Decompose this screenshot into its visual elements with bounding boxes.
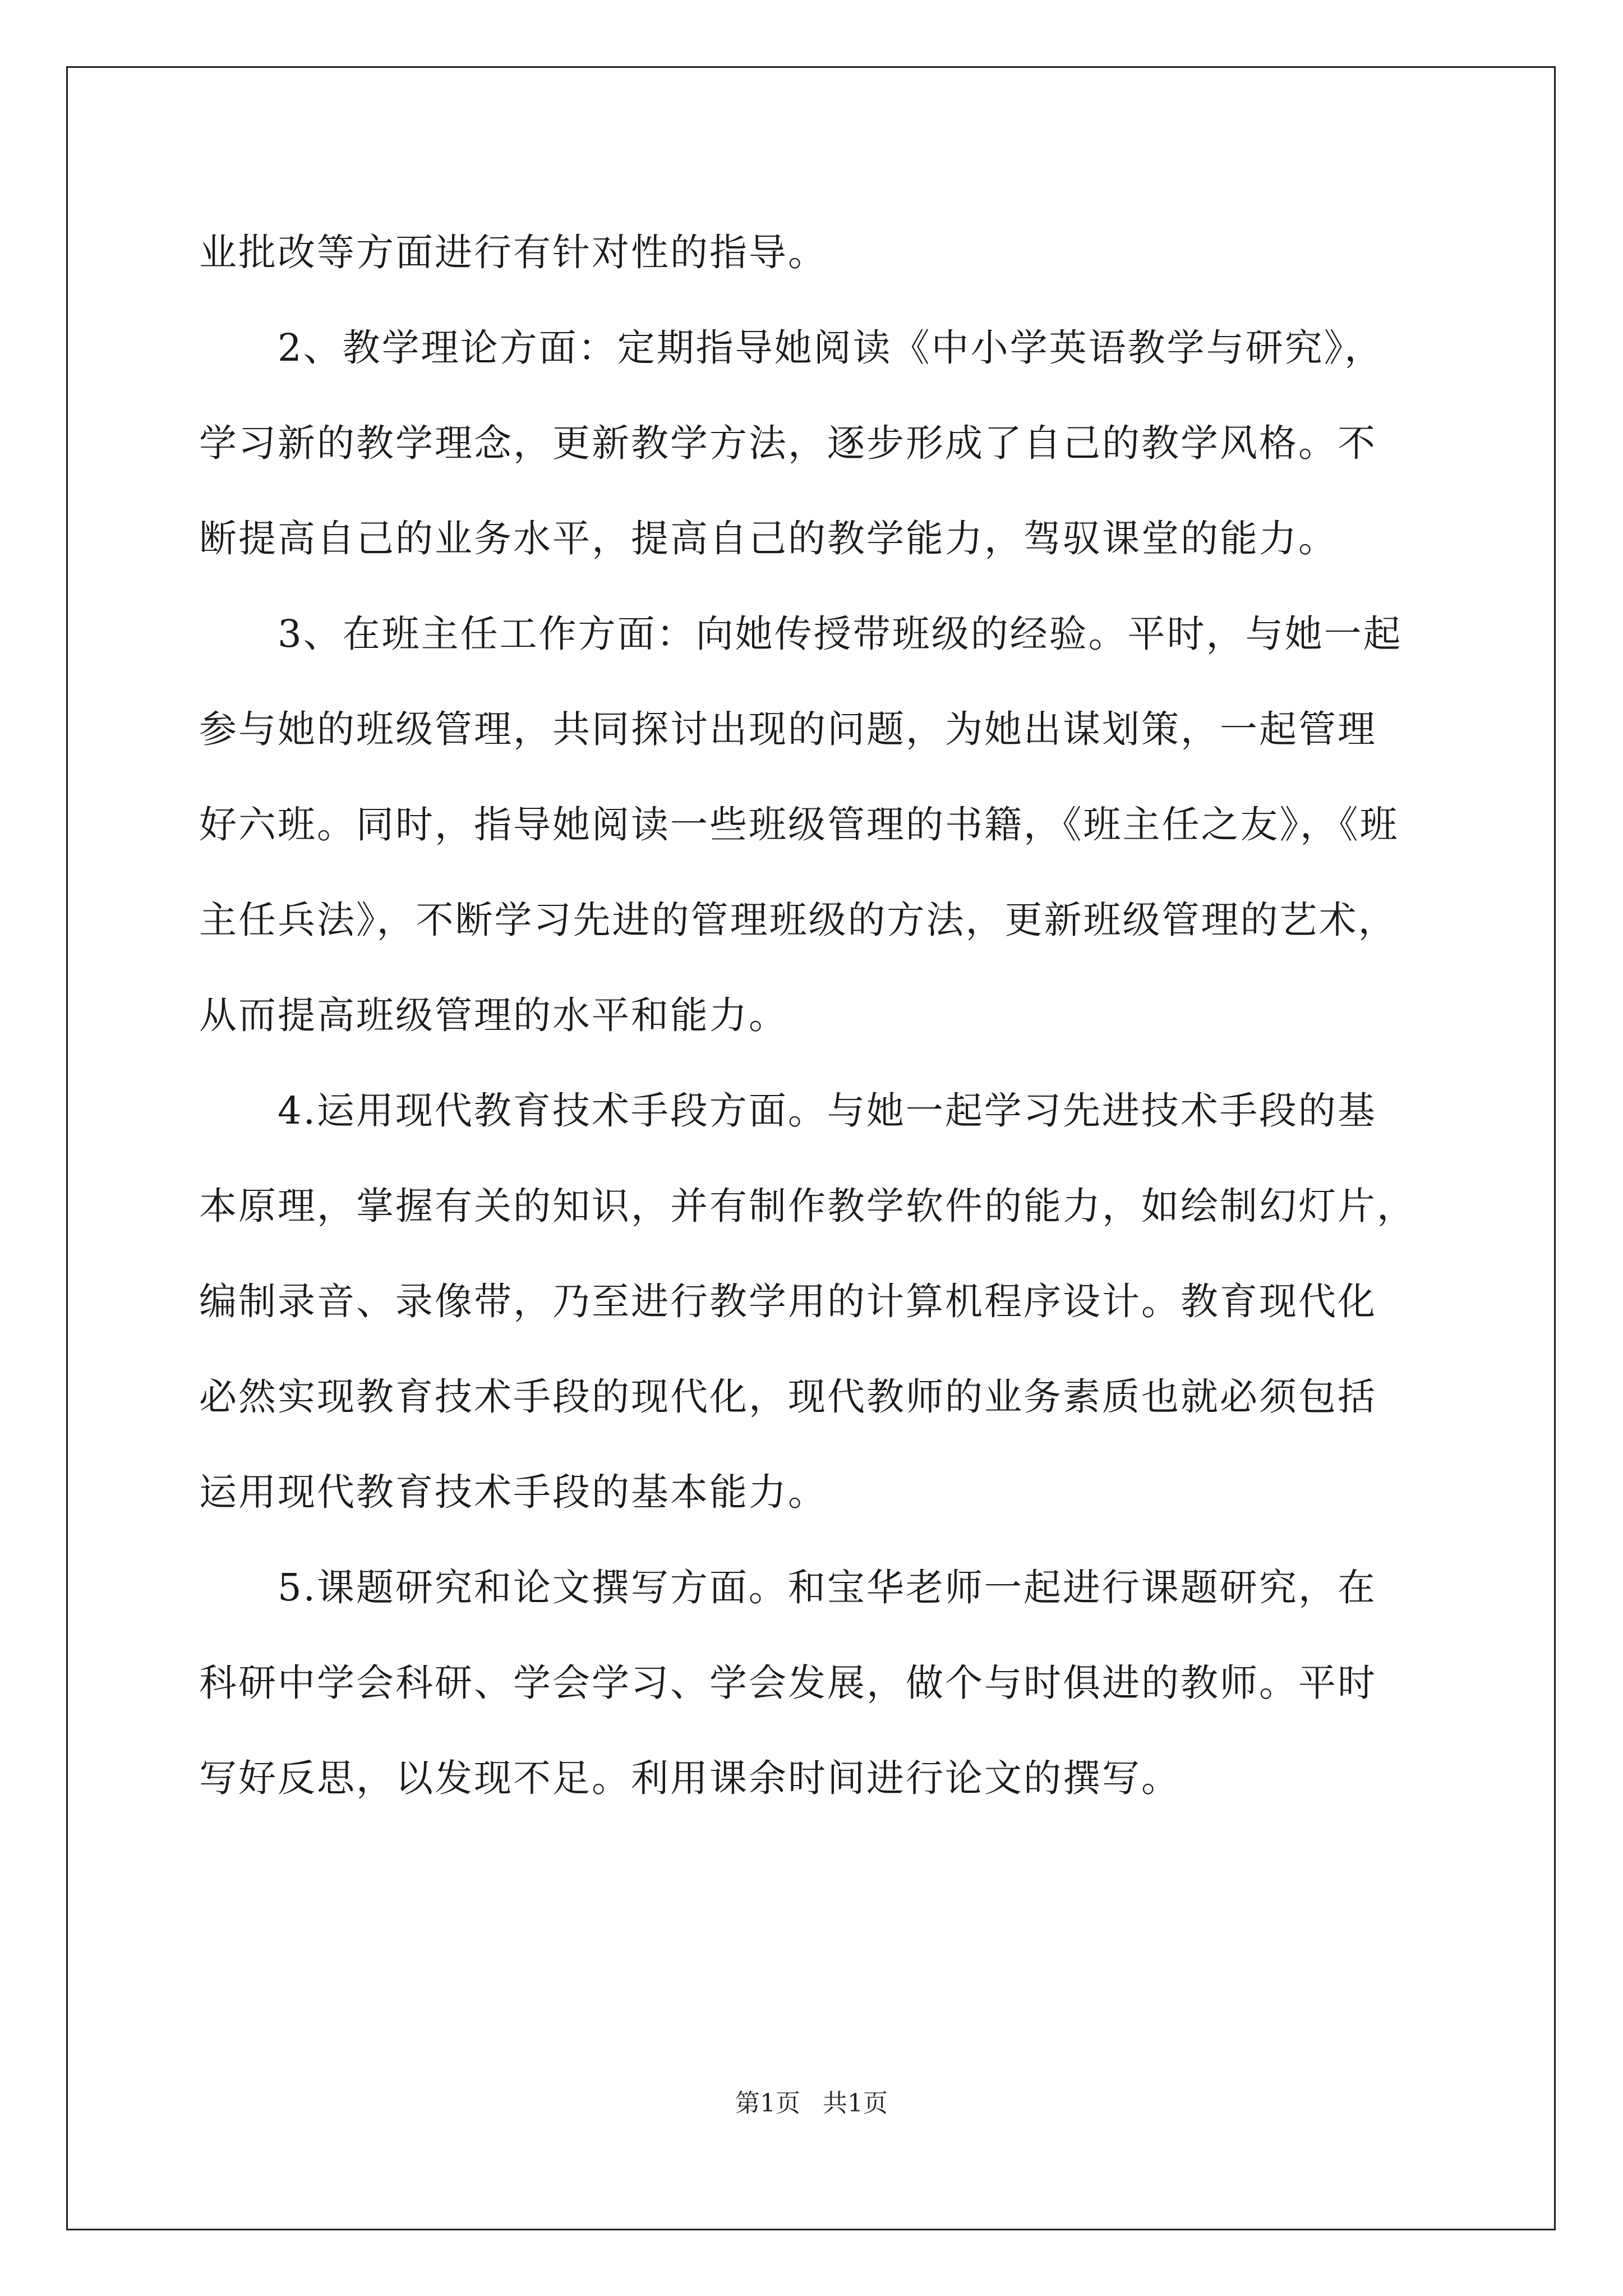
text-line: 写好反思，以发现不足。利用课余时间进行论文的撰写。	[199, 1756, 1181, 1800]
page-total: 共1页	[823, 2089, 888, 2118]
text-line: 科研中学会科研、学会学习、学会发展，做个与时俱进的教师。平时	[199, 1661, 1377, 1705]
text-line: 学习新的教学理念，更新教学方法，逐步形成了自己的教学风格。不	[199, 421, 1377, 465]
text-line: 断提高自己的业务水平，提高自己的教学能力，驾驭课堂的能力。	[199, 517, 1338, 560]
text-line: 好六班。同时，指导她阅读一些班级管理的书籍，《班主任之友》，《班	[199, 803, 1399, 846]
text-line: 2、教学理论方面：定期指导她阅读《中小学英语教学与研究》，	[199, 326, 1384, 370]
document-body	[199, 205, 1433, 1826]
text-line: 业批改等方面进行有针对性的指导。	[199, 231, 827, 274]
text-line: 4.运用现代教育技术手段方面。与她一起学习先进技术手段的基	[199, 1089, 1377, 1133]
page-footer	[0, 2087, 1623, 2120]
text-line: 主任兵法》，不断学习先进的管理班级的方法，更新班级管理的艺术，	[199, 898, 1398, 942]
text-line: 5.课题研究和论文撰写方面。和宝华老师一起进行课题研究，在	[199, 1566, 1377, 1609]
text-line: 必然实现教育技术手段的现代化，现代教师的业务素质也就必须包括	[199, 1375, 1377, 1419]
text-line: 从而提高班级管理的水平和能力。	[199, 993, 788, 1037]
text-line: 本原理，掌握有关的知识，并有制作教学软件的能力，如绘制幻灯片，	[199, 1184, 1416, 1228]
text-line: 参与她的班级管理，共同探讨出现的问题，为她出谋划策，一起管理	[199, 707, 1377, 751]
text-line: 运用现代教育技术手段的基本能力。	[199, 1470, 827, 1514]
page-number: 第1页	[735, 2089, 800, 2118]
text-line: 编制录音、录像带，乃至进行教学用的计算机程序设计。教育现代化	[199, 1280, 1377, 1323]
text-line: 3、在班主任工作方面：向她传授带班级的经验。平时，与她一起	[199, 612, 1403, 656]
